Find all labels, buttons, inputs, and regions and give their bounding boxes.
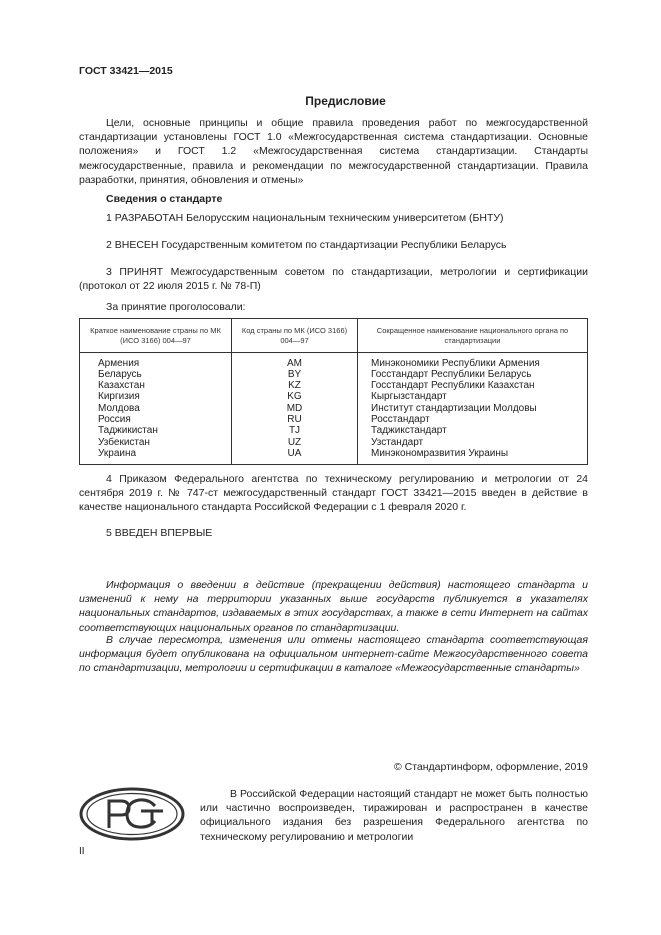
item-developed: 1 РАЗРАБОТАН Белорусским национальным техническим университетом (БНТУ) (106, 212, 504, 224)
table-row (80, 380, 588, 391)
country-cell: Украина (80, 448, 232, 465)
authority-cell: Минэкономразвития Украины (371, 447, 509, 459)
code-cell: BY (232, 369, 358, 380)
code-cell: KZ (232, 380, 358, 391)
code-cell: UZ (232, 437, 358, 448)
code-cell: AM (232, 352, 358, 369)
table-row (80, 403, 588, 414)
table-row (80, 352, 588, 369)
country-cell: Молдова (80, 403, 232, 414)
country-cell: Таджикистан (80, 425, 232, 436)
table-header-code: Код страны по МК (ИСО 3166) 004—97 (232, 319, 358, 353)
authority-cell: Таджикстандарт (371, 425, 447, 437)
voted-label: За принятие проголосовали: (106, 301, 246, 313)
country-cell: Беларусь (80, 369, 232, 380)
authority-cell: Кыргызстандарт (371, 391, 447, 403)
country-cell: Россия (80, 414, 232, 425)
page-title: Предисловие (305, 94, 386, 108)
item-adopted: 3 ПРИНЯТ Межгосударственным советом по стандартизации, метрологии и сертификации (протокол от 22 июля 2015 г. № 78-П) (79, 266, 588, 293)
document-header: ГОСТ 33421—2015 (79, 65, 173, 77)
item-first-introduced: 5 ВВЕДЕН ВПЕРВЫЕ (106, 527, 213, 539)
country-cell: Армения (80, 352, 232, 369)
pct-logo-graphic (79, 787, 185, 841)
authority-cell: Росстандарт (371, 413, 430, 425)
table-row (80, 437, 588, 448)
table-row (80, 448, 588, 465)
item-enacted: 4 Приказом Федерального агентства по техническому регулированию и метрологии от 24 сентября 2019 г. № 747-ст межгосударственный стандарт ГОСТ 33421—2015 введен в действие в качестве национального стандарта Российской Федерации с 1 февраля 2020 г. (79, 473, 588, 514)
code-cell: RU (232, 414, 358, 425)
code-cell: UA (232, 448, 358, 465)
authority-cell: Госстандарт Республики Беларусь (371, 368, 532, 380)
item-introduced: 2 ВНЕСЕН Государственным комитетом по стандартизации Республики Беларусь (106, 239, 507, 251)
authority-cell: Минэкономики Республики Армения (371, 357, 540, 369)
country-cell: Казахстан (80, 380, 232, 391)
code-cell: TJ (232, 425, 358, 436)
pct-certification-mark-icon (79, 787, 185, 845)
copyright-line: © Стандартинформ, оформление, 2019 (393, 761, 588, 773)
notice-paragraph-1: Информация о введении в действие (прекращении действия) настоящего стандарта и изменений к нему на территории указанных выше государств публикуется в указателях национальных стандартов, издаваемых в этих государствах, а также в сети Интернет на сайтах соответствующих национальных органов по стандартизации. (79, 579, 588, 634)
legal-notice: В Российской Федерации настоящий стандарт не может быть полностью или частично воспроизведен, тиражирован и распространен в качестве официального издания без разрешения Федерального агентства по техническому регулированию и метрологии (200, 788, 588, 843)
table-header-country: Краткое наименование страны по МК (ИСО 3166) 004—97 (80, 319, 232, 353)
authority-cell: Институт стандартизации Молдовы (371, 402, 537, 414)
table-row (80, 425, 588, 436)
country-cell: Узбекистан (80, 437, 232, 448)
notice-paragraph-2: В случае пересмотра, изменения или отмены настоящего стандарта соответствующая информация будет опубликована на официальном интернет-сайте Межгосударственного совета по стандартизации, метрологии и сертификации в каталоге «Межгосударственные стандарты» (79, 634, 588, 675)
table-row (80, 391, 588, 402)
info-heading: Сведения о стандарте (106, 193, 223, 205)
table-row (80, 414, 588, 425)
country-cell: Киргизия (80, 391, 232, 402)
table-header-row (80, 319, 588, 353)
table-row (80, 369, 588, 380)
authority-cell: Госстандарт Республики Казахстан (371, 380, 535, 392)
code-cell: MD (232, 403, 358, 414)
page-number: II (79, 846, 85, 857)
intro-paragraph: Цели, основные принципы и общие правила проведения работ по межгосударственной стандартизации установлены ГОСТ 1.0 «Межгосударственная система стандартизации. Основные положения» и ГОСТ 1.2 «Межгосударственная система стандартизации. Стандарты межгосударственные, правила и рекомендации по межгосударственной стандартизации. Правила разработки, принятия, обновления и отмены» (79, 117, 588, 186)
code-cell: KG (232, 391, 358, 402)
table-header-authority: Сокращенное наименование национального органа по стандартизации (358, 319, 588, 353)
voting-table (79, 318, 588, 465)
authority-cell: Узстандарт (371, 436, 424, 448)
